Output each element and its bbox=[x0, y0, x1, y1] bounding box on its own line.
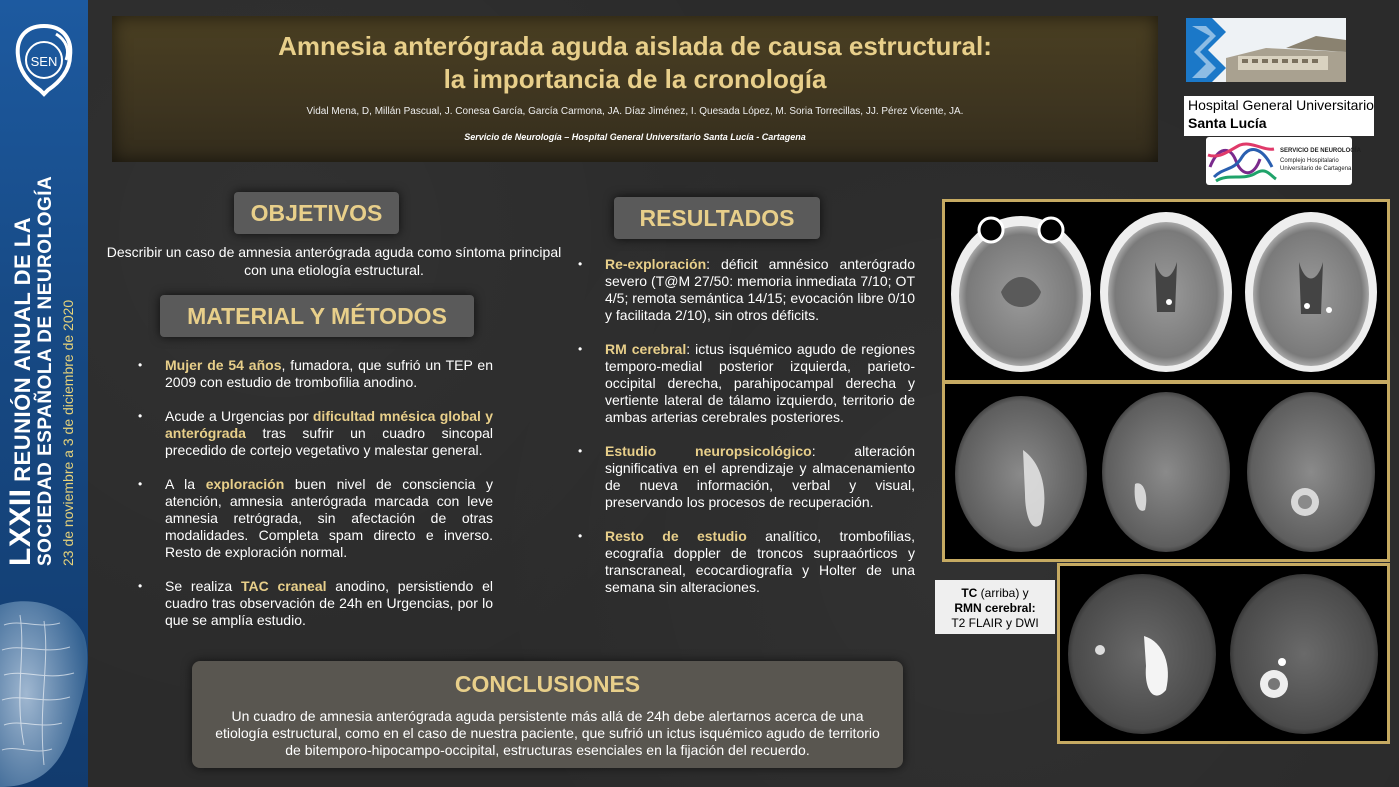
mri-dwi-panel bbox=[1057, 563, 1390, 744]
material-list bbox=[138, 357, 493, 646]
material-heading: MATERIAL Y MÉTODOS bbox=[160, 295, 474, 337]
ct-scan-panel bbox=[942, 199, 1390, 383]
sen-logo-text: SEN bbox=[30, 54, 58, 69]
bullet-icon: • bbox=[578, 444, 583, 458]
hospital-building-icon bbox=[1186, 18, 1346, 82]
bullet-icon: • bbox=[138, 579, 143, 593]
sidebar bbox=[0, 0, 88, 787]
meeting-dates: 23 de noviembre a 3 de diciembre de 2020 bbox=[60, 299, 76, 566]
objetivos-heading: OBJETIVOS bbox=[234, 192, 399, 234]
resultados-item: • RM cerebral: ictus isquémico agudo de regiones temporo-medial posterior izquierda, parieto-occipital derecha, parahipocampal derecha y vertiente lateral de tálamo izquierdo, territorio de ambas arterias cerebrales posteriores. bbox=[578, 341, 915, 425]
poster-authors: Vidal Mena, D, Millán Pascual, J. Conesa García, García Carmona, JA. Díaz Jiménez, I. Quesada López, M. Soria Torrecillas, JJ. Pérez Vicente, JA. bbox=[306, 106, 964, 117]
conclusiones-text: Un cuadro de amnesia anterógrada aguda persistente más allá de 24h debe alertarnos acerca de una etiología estructural, como en el caso de nuestra paciente, que sufrió un ictus isquémico agudo de territorio de bitemporo-hipocampo-occipital, estructuras esenciales en la fijación del recuerdo. bbox=[215, 708, 880, 758]
bullet-icon: • bbox=[578, 529, 583, 543]
bullet-icon: • bbox=[138, 409, 143, 423]
service-university: Universitario de Cartagena bbox=[1280, 166, 1352, 172]
objetivos-text: Describir un caso de amnesia anterógrada aguda como síntoma principal con una etiología estructural. bbox=[106, 244, 562, 278]
dwi-slice-1 bbox=[1068, 574, 1216, 734]
conclusiones-heading: CONCLUSIONES bbox=[454, 671, 641, 697]
meeting-title-line1: LXXII REUNIÓN ANUAL DE LA bbox=[4, 216, 37, 566]
ct-axial-slices-image bbox=[945, 202, 1387, 380]
ct-slice-1 bbox=[951, 216, 1091, 372]
material-item: • Se realiza TAC craneal anodino, persistiendo el cuadro tras observación de 24h en Urgencias, por lo que se amplía estudio. bbox=[138, 578, 493, 628]
flair-slice-3 bbox=[1247, 392, 1375, 552]
mri-flair-panel bbox=[942, 381, 1390, 562]
neurology-service-logo bbox=[1206, 137, 1361, 185]
resultados-item: • Resto de estudio analítico, trombofilias, ecografía doppler de troncos supraaórticos y transcraneal, ecocardiografía y Holter de una semana sin alteraciones. bbox=[578, 528, 915, 595]
hospital-name bbox=[1184, 96, 1374, 136]
bullet-icon: • bbox=[138, 358, 143, 372]
resultados-item: • Estudio neuropsicológico: alteración significativa en el aprendizaje y almacenamiento de nueva información, verbal y visual, preservando los procesos de recuperación. bbox=[578, 443, 915, 510]
resultados-item: • Re-exploración: déficit amnésico anterógrado severo (T@M 27/50: memoria inmediata 7/10; OT 4/5; remota semántica 14/15; evocación libre 0/10 y facilitada 2/10), sin otros déficits. bbox=[578, 256, 915, 323]
poster-title-line2: la importancia de la cronología bbox=[443, 64, 827, 94]
hospital-photo-logo bbox=[1186, 18, 1346, 82]
mri-dwi-slices-image bbox=[1060, 566, 1387, 741]
service-complex: Complejo Hospitalario bbox=[1280, 158, 1339, 164]
conclusiones-box bbox=[192, 661, 903, 768]
meeting-title-line2: SOCIEDAD ESPAÑOLA DE NEUROLOGÍA bbox=[35, 175, 56, 566]
resultados-list bbox=[578, 256, 915, 613]
ct-slice-2 bbox=[1100, 212, 1232, 372]
poster-affiliation: Servicio de Neurología – Hospital General Universitario Santa Lucía - Cartagena bbox=[464, 132, 806, 142]
dwi-slice-2 bbox=[1230, 574, 1378, 734]
bullet-icon: • bbox=[138, 477, 143, 491]
sidebar-vertical-text bbox=[0, 20, 88, 580]
resultados-heading: RESULTADOS bbox=[614, 197, 820, 239]
service-name: SERVICIO DE NEUROLOGÍA bbox=[1280, 148, 1361, 154]
material-item: • Acude a Urgencias por dificultad mnésica global y anterógrada tras sufrir un cuadro sincopal precedido de cortejo vegetativo y malestar general. bbox=[138, 408, 493, 458]
ct-slice-3 bbox=[1245, 212, 1377, 372]
material-item: • A la exploración buen nivel de consciencia y atención, amnesia anterógrada marcada con leve amnesia retrógrada, sin afectación de otras modalidades. Completa spam directo e inverso. Resto de exploración normal. bbox=[138, 476, 493, 560]
bullet-icon: • bbox=[578, 342, 583, 356]
poster-title-line1: Amnesia anterógrada aguda aislada de causa estructural: bbox=[278, 31, 992, 61]
flair-slice-2 bbox=[1102, 392, 1230, 552]
bullet-icon: • bbox=[578, 257, 583, 271]
mri-flair-slices-image bbox=[945, 384, 1387, 559]
imaging-caption: TC (arriba) y RMN cerebral: T2 FLAIR y DWI bbox=[935, 580, 1055, 634]
material-item: • Mujer de 54 años, fumadora, que sufrió un TEP en 2009 con estudio de trombofilia anodino. bbox=[138, 357, 493, 390]
poster-header bbox=[112, 16, 1158, 162]
hospital-name-line1: Hospital General Universitario bbox=[1188, 97, 1374, 113]
hospital-name-line2: Santa Lucía bbox=[1188, 115, 1267, 131]
brain-illustration-icon bbox=[0, 595, 88, 787]
neuron-network-icon bbox=[1206, 137, 1278, 185]
flair-slice-1 bbox=[955, 396, 1087, 552]
